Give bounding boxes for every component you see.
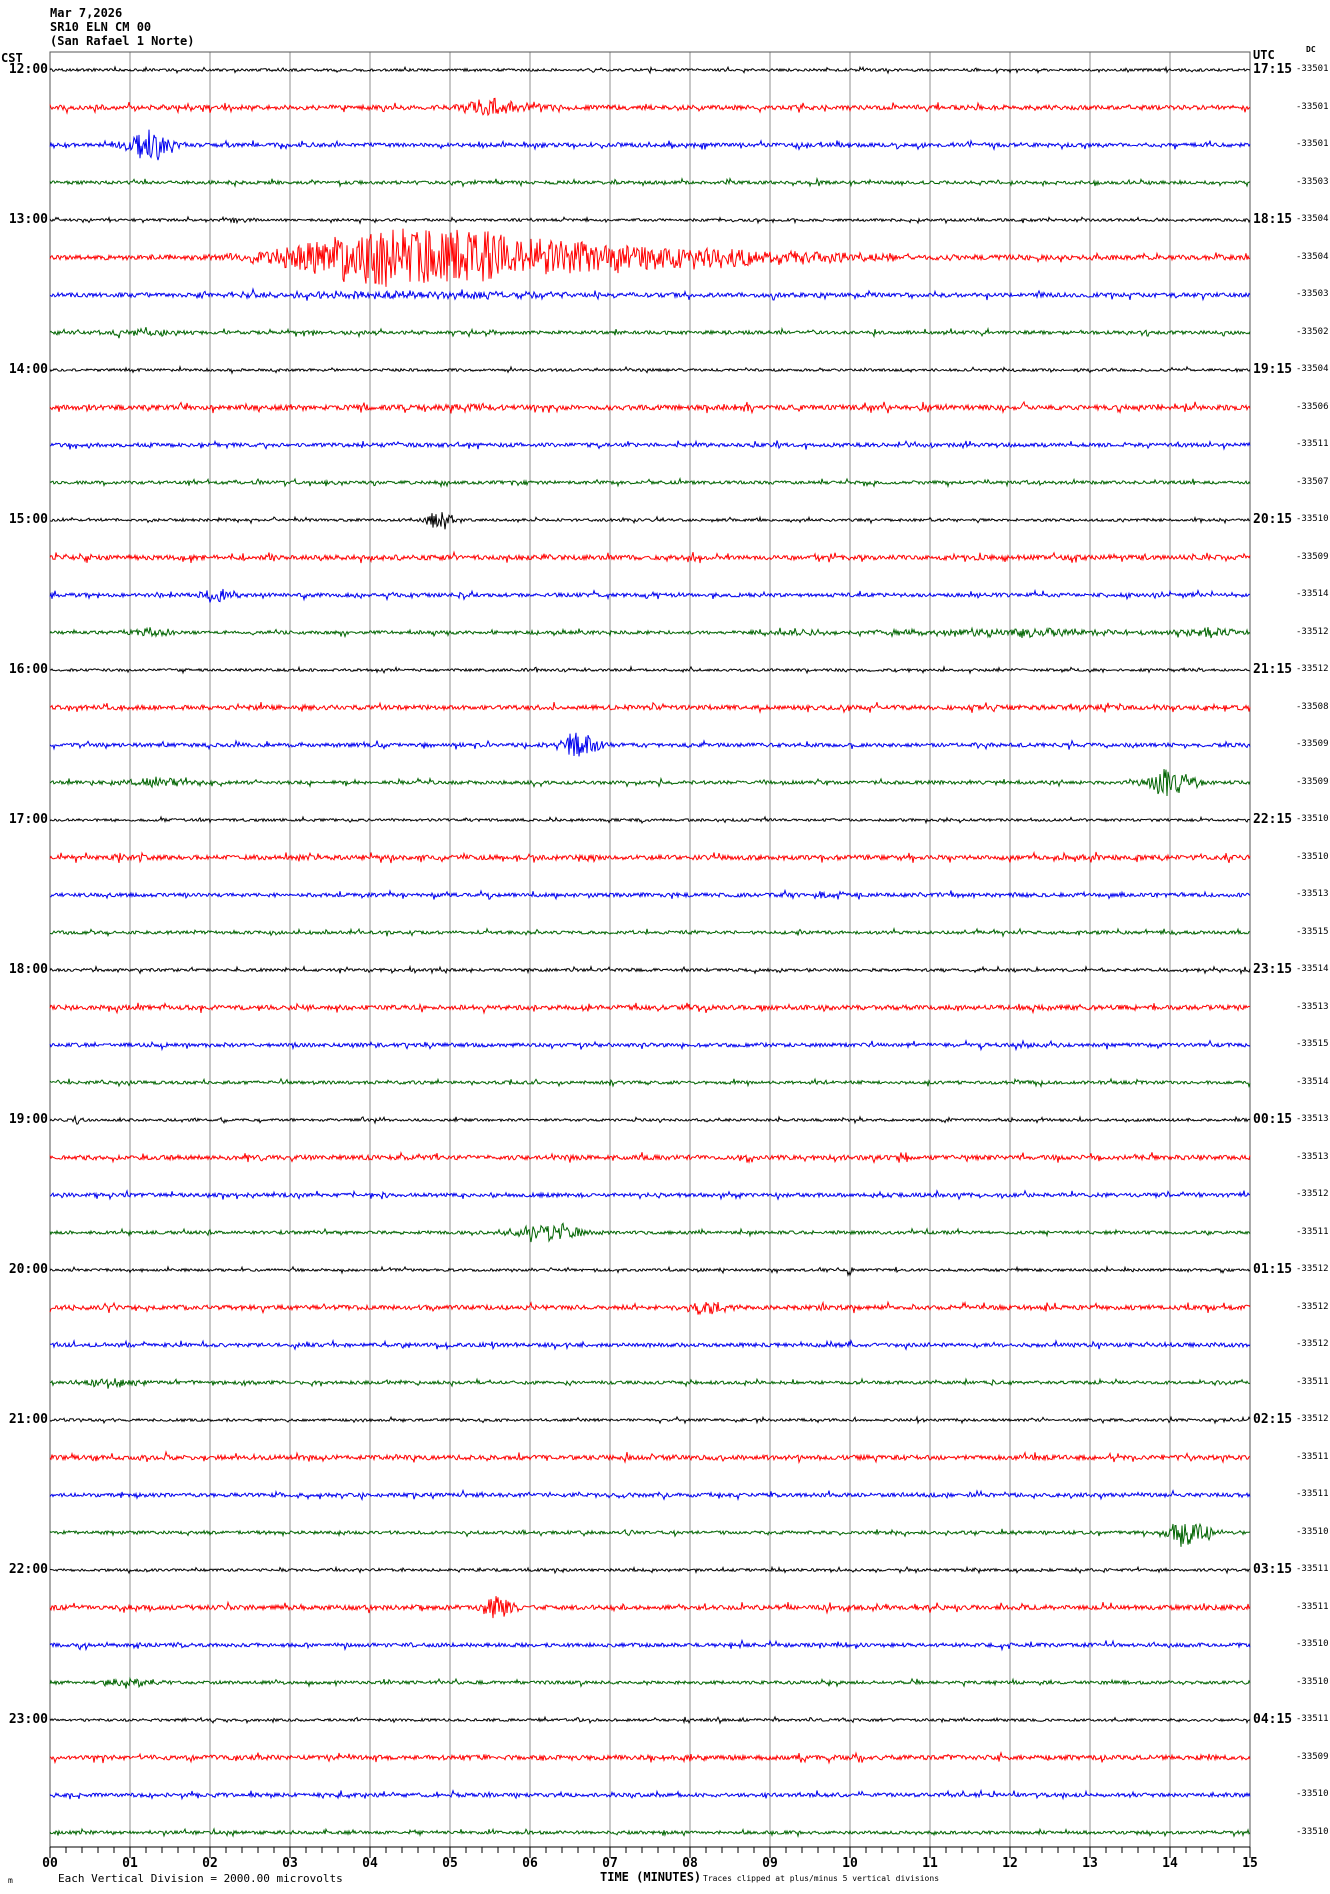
- cst-hour-label: 15:00: [8, 512, 48, 527]
- x-tick-label: 02: [202, 1856, 218, 1871]
- cst-hour-label: 16:00: [8, 662, 48, 677]
- dc-offset-label: -33513: [1296, 889, 1329, 899]
- utc-time-label: 04:15: [1253, 1712, 1293, 1727]
- trace-row-41: [50, 1596, 1250, 1618]
- dc-offset-label: -33510: [1296, 851, 1329, 862]
- cst-hour-label: 22:00: [8, 1562, 48, 1577]
- trace-row-17: [50, 702, 1250, 713]
- trace-row-2: [50, 130, 1250, 161]
- x-tick-label: 10: [842, 1856, 858, 1871]
- trace-row-42: [50, 1641, 1250, 1650]
- trace-row-27: [50, 1079, 1250, 1087]
- utc-time-label: 02:15: [1253, 1412, 1293, 1427]
- trace-row-36: [50, 1417, 1250, 1423]
- footer-clip-note: Traces clipped at plus/minus 5 vertical divisions: [703, 1874, 940, 1883]
- trace-row-37: [50, 1452, 1250, 1462]
- dc-offset-label: -33504: [1296, 251, 1329, 262]
- trace-row-22: [50, 891, 1250, 900]
- trace-row-15: [50, 627, 1250, 638]
- dc-offset-label: -33514: [1296, 964, 1329, 974]
- dc-offset-label: -33506: [1296, 401, 1329, 412]
- trace-row-19: [50, 769, 1250, 796]
- utc-time-label: 00:15: [1253, 1112, 1293, 1127]
- trace-row-44: [50, 1717, 1250, 1723]
- trace-row-21: [50, 852, 1250, 863]
- trace-row-1: [50, 98, 1250, 115]
- cst-hour-label: 12:00: [8, 62, 48, 77]
- x-tick-label: 11: [922, 1856, 938, 1871]
- x-tick-label: 13: [1082, 1856, 1098, 1871]
- trace-row-25: [50, 1003, 1250, 1013]
- dc-offset-label: -33515: [1296, 1039, 1329, 1049]
- dc-offset-label: -33514: [1296, 1076, 1329, 1087]
- dc-offset-label: -33501: [1296, 101, 1329, 112]
- title-location: (San Rafael 1 Norte): [50, 34, 195, 48]
- trace-row-11: [50, 479, 1250, 487]
- trace-row-45: [50, 1753, 1250, 1763]
- footer-mark: m: [8, 1876, 13, 1885]
- utc-time-label: 20:15: [1253, 512, 1293, 527]
- x-tick-label: 15: [1242, 1856, 1258, 1871]
- trace-row-23: [50, 929, 1250, 937]
- cst-hour-label: 20:00: [8, 1262, 48, 1277]
- cst-hour-label: 23:00: [8, 1712, 48, 1727]
- utc-time-label: 19:15: [1253, 362, 1293, 377]
- trace-row-46: [50, 1791, 1250, 1800]
- trace-row-10: [50, 441, 1250, 450]
- dc-offset-label: -33513: [1296, 1114, 1329, 1124]
- cst-hour-label: 13:00: [8, 212, 48, 227]
- dc-offset-label: -33512: [1296, 1414, 1329, 1424]
- trace-row-24: [50, 967, 1250, 974]
- x-tick-label: 05: [442, 1856, 458, 1871]
- x-tick-label: 14: [1162, 1856, 1178, 1871]
- trace-row-30: [50, 1191, 1250, 1200]
- x-tick-label: 04: [362, 1856, 378, 1871]
- cst-hour-label: 14:00: [8, 362, 48, 377]
- dc-offset-label: -33511: [1296, 1376, 1329, 1387]
- dc-offset-label: -33503: [1296, 289, 1329, 299]
- x-tick-label: 09: [762, 1856, 778, 1871]
- trace-row-43: [50, 1679, 1250, 1689]
- trace-row-31: [50, 1223, 1250, 1242]
- utc-time-label: 01:15: [1253, 1262, 1293, 1277]
- trace-row-0: [50, 67, 1250, 73]
- dc-axis-header: DC: [1306, 45, 1316, 54]
- x-tick-label: 01: [122, 1856, 138, 1871]
- trace-row-32: [50, 1267, 1250, 1275]
- dc-offset-label: -33504: [1296, 364, 1329, 374]
- dc-offset-label: -33515: [1296, 926, 1329, 937]
- trace-row-26: [50, 1041, 1250, 1050]
- dc-offset-label: -33514: [1296, 589, 1329, 599]
- dc-offset-label: -33512: [1296, 1301, 1329, 1312]
- dc-offset-label: -33510: [1296, 1639, 1329, 1649]
- dc-offset-label: -33504: [1296, 214, 1329, 224]
- dc-offset-label: -33510: [1296, 1789, 1329, 1799]
- dc-offset-label: -33511: [1296, 1601, 1329, 1612]
- trace-row-29: [50, 1152, 1250, 1163]
- trace-row-34: [50, 1341, 1250, 1350]
- cst-axis-header: CST: [1, 51, 23, 65]
- trace-row-35: [50, 1378, 1250, 1388]
- dc-offset-label: -33512: [1296, 664, 1329, 674]
- x-tick-label: 00: [42, 1856, 58, 1871]
- trace-row-16: [50, 667, 1250, 673]
- trace-row-12: [50, 512, 1250, 529]
- dc-offset-label: -33509: [1296, 776, 1329, 787]
- x-tick-label: 08: [682, 1856, 698, 1871]
- dc-offset-label: -33510: [1296, 514, 1329, 524]
- utc-axis-header: UTC: [1253, 48, 1275, 62]
- trace-row-20: [50, 817, 1250, 823]
- dc-offset-label: -33512: [1296, 1339, 1329, 1349]
- dc-offset-label: -33512: [1296, 1189, 1329, 1199]
- x-axis-label: TIME (MINUTES): [600, 1870, 702, 1884]
- dc-offset-label: -33511: [1296, 1564, 1329, 1574]
- dc-offset-label: -33510: [1296, 814, 1329, 824]
- dc-offset-label: -33509: [1296, 551, 1329, 562]
- trace-row-28: [50, 1117, 1250, 1125]
- plot-frame: [50, 52, 1250, 1847]
- title-station: SR10 ELN CM 00: [50, 20, 152, 34]
- dc-offset-label: -33513: [1296, 1001, 1329, 1012]
- dc-offset-label: -33508: [1296, 701, 1329, 712]
- utc-time-label: 18:15: [1253, 212, 1293, 227]
- dc-offset-label: -33510: [1296, 1826, 1329, 1837]
- dc-offset-label: -33512: [1296, 1264, 1329, 1274]
- trace-row-47: [50, 1829, 1250, 1836]
- trace-row-39: [50, 1524, 1250, 1547]
- utc-time-label: 03:15: [1253, 1562, 1293, 1577]
- cst-hour-label: 21:00: [8, 1412, 48, 1427]
- trace-row-38: [50, 1491, 1250, 1500]
- dc-offset-label: -33507: [1296, 476, 1329, 487]
- dc-offset-label: -33511: [1296, 1489, 1329, 1499]
- trace-row-7: [50, 327, 1250, 338]
- trace-row-9: [50, 402, 1250, 414]
- dc-offset-label: -33511: [1296, 1451, 1329, 1462]
- trace-row-6: [50, 289, 1250, 301]
- dc-offset-label: -33511: [1296, 439, 1329, 449]
- x-tick-label: 07: [602, 1856, 618, 1871]
- footer-scale-note: Each Vertical Division = 2000.00 microvolts: [58, 1872, 343, 1885]
- dc-offset-label: -33510: [1296, 1526, 1329, 1537]
- title-date: Mar 7,2026: [50, 6, 123, 20]
- trace-row-3: [50, 179, 1250, 187]
- trace-row-13: [50, 552, 1250, 563]
- utc-time-label: 21:15: [1253, 662, 1293, 677]
- x-tick-label: 06: [522, 1856, 538, 1871]
- dc-offset-label: -33512: [1296, 626, 1329, 637]
- trace-row-14: [50, 589, 1250, 603]
- trace-row-5: [50, 229, 1250, 287]
- trace-row-40: [50, 1567, 1250, 1573]
- utc-time-label: 22:15: [1253, 812, 1293, 827]
- dc-offset-label: -33501: [1296, 139, 1329, 149]
- cst-hour-label: 18:00: [8, 962, 48, 977]
- utc-time-label: 23:15: [1253, 962, 1293, 977]
- dc-offset-label: -33511: [1296, 1226, 1329, 1237]
- trace-row-8: [50, 367, 1250, 373]
- trace-row-18: [50, 733, 1250, 757]
- x-tick-label: 03: [282, 1856, 298, 1871]
- x-tick-label: 12: [1002, 1856, 1018, 1871]
- dc-offset-label: -33503: [1296, 176, 1329, 187]
- trace-row-33: [50, 1302, 1250, 1315]
- trace-row-4: [50, 217, 1250, 223]
- cst-hour-label: 19:00: [8, 1112, 48, 1127]
- utc-time-label: 17:15: [1253, 62, 1293, 77]
- dc-offset-label: -33502: [1296, 326, 1329, 337]
- dc-offset-label: -33510: [1296, 1676, 1329, 1687]
- dc-offset-label: -33509: [1296, 1751, 1329, 1762]
- dc-offset-label: -33511: [1296, 1714, 1329, 1724]
- cst-hour-label: 17:00: [8, 812, 48, 827]
- dc-offset-label: -33509: [1296, 739, 1329, 749]
- dc-offset-label: -33513: [1296, 1151, 1329, 1162]
- dc-offset-label: -33501: [1296, 64, 1329, 74]
